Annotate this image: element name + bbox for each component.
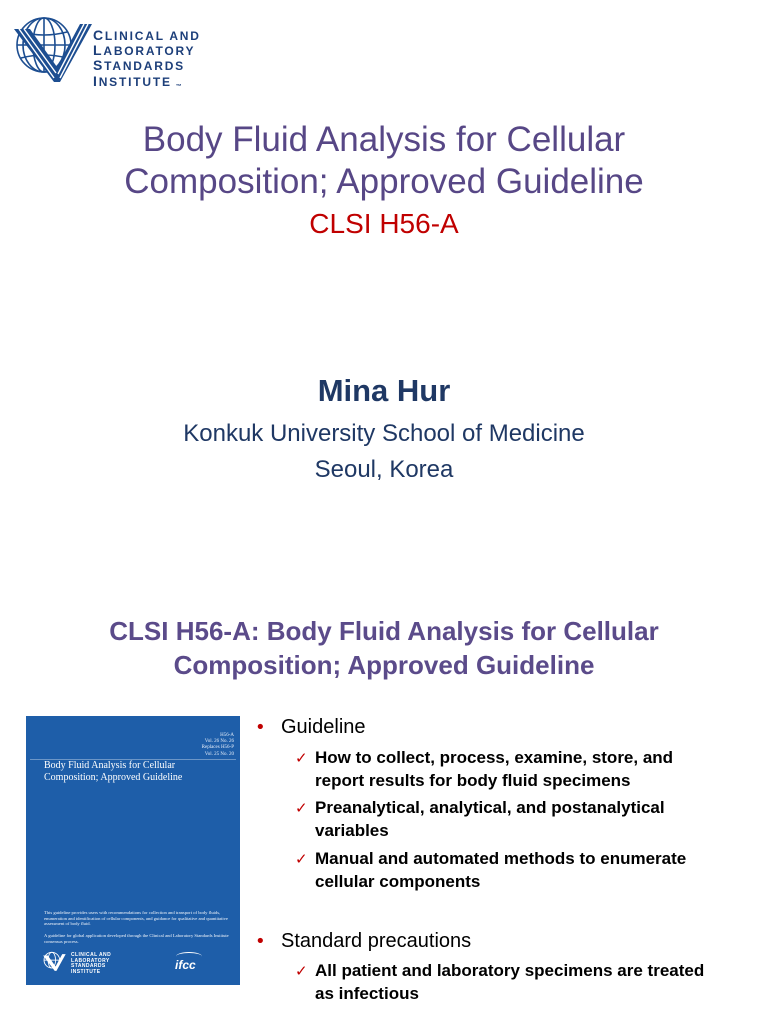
checkmark-icon <box>295 959 311 982</box>
author-affiliation: Konkuk University School of Medicine <box>183 420 585 447</box>
cover-globe-logo-icon <box>42 949 68 973</box>
cover-logo-line: STANDARDS <box>71 963 106 970</box>
cover-meta-line: Vol. 25 No. 20 <box>204 751 234 757</box>
logo-line-3: STANDARDS <box>93 57 185 74</box>
logo-line-2: LABORATORY <box>93 42 196 59</box>
cover-title: Body Fluid Analysis for Cellular Composition; Approved Guideline <box>44 760 183 783</box>
bullet-icon <box>255 716 269 738</box>
cover-logo-line: LABORATORY <box>71 957 110 964</box>
bullet-icon <box>255 930 269 952</box>
cover-description: This guideline provides users with recommendations for collection and transport of body fluids, enumeration and identification of cellular components, and guidance for qualitative and quantitative assessment of body fluid. <box>44 910 228 927</box>
checkmark-icon <box>295 746 311 769</box>
logo-line-4 <box>93 74 201 94</box>
precautions-sub-list <box>295 959 735 1010</box>
ifcc-logo: ifcc <box>175 958 196 972</box>
logo-line-1: CLINICAL AND <box>93 27 201 43</box>
author-name: Mina Hur <box>317 373 451 408</box>
guideline-cover-image <box>26 716 240 985</box>
bullet-label: Standard precautions <box>281 930 472 952</box>
guideline-sub-list <box>295 746 735 898</box>
bullet-label: Guideline <box>281 716 366 738</box>
list-item <box>295 796 715 842</box>
slide-1-title: Body Fluid Analysis for Cellular Composition; Approved Guideline <box>124 120 644 201</box>
cover-meta-line: Vol. 26 No. 26 <box>204 739 234 745</box>
cover-meta-line: Replaces H56-P <box>201 745 234 751</box>
list-item-text: All patient and laboratory specimens are treated as infectious <box>315 960 705 1003</box>
cover-meta-line: H56-A <box>220 733 234 738</box>
logo-line-4-text: INSTITUTE <box>93 72 172 89</box>
cover-note: A guideline for global application developed through the Clinical and Laboratory Standards Institute consensus process. <box>44 933 229 944</box>
cover-logo-line: INSTITUTE <box>71 968 101 975</box>
list-item-text: How to collect, process, examine, store, and report results for body fluid specimens <box>315 747 674 790</box>
list-item-text: Manual and automated methods to enumerate cellular components <box>315 848 687 891</box>
bullet-guideline <box>255 716 755 738</box>
slide-1-document-code: CLSI H56-A <box>309 208 459 239</box>
author-location: Seoul, Korea <box>314 456 454 483</box>
cover-logo-wordmark <box>71 953 111 975</box>
logo-wordmark <box>93 28 201 94</box>
trademark-symbol: ™ <box>175 83 182 90</box>
checkmark-icon <box>295 847 311 870</box>
list-item <box>295 847 715 893</box>
cover-meta <box>202 733 234 758</box>
bullet-standard-precautions <box>255 930 755 952</box>
cover-logo-line: CLINICAL AND <box>71 952 112 958</box>
checkmark-icon <box>295 796 311 819</box>
slide-2-heading: CLSI H56-A: Body Fluid Analysis for Cellular Composition; Approved Guideline <box>109 616 659 680</box>
list-item-text: Preanalytical, analytical, and postanalytical variables <box>315 798 665 840</box>
list-item <box>295 959 715 1005</box>
list-item <box>295 746 715 792</box>
globe-logo-icon <box>10 12 100 84</box>
